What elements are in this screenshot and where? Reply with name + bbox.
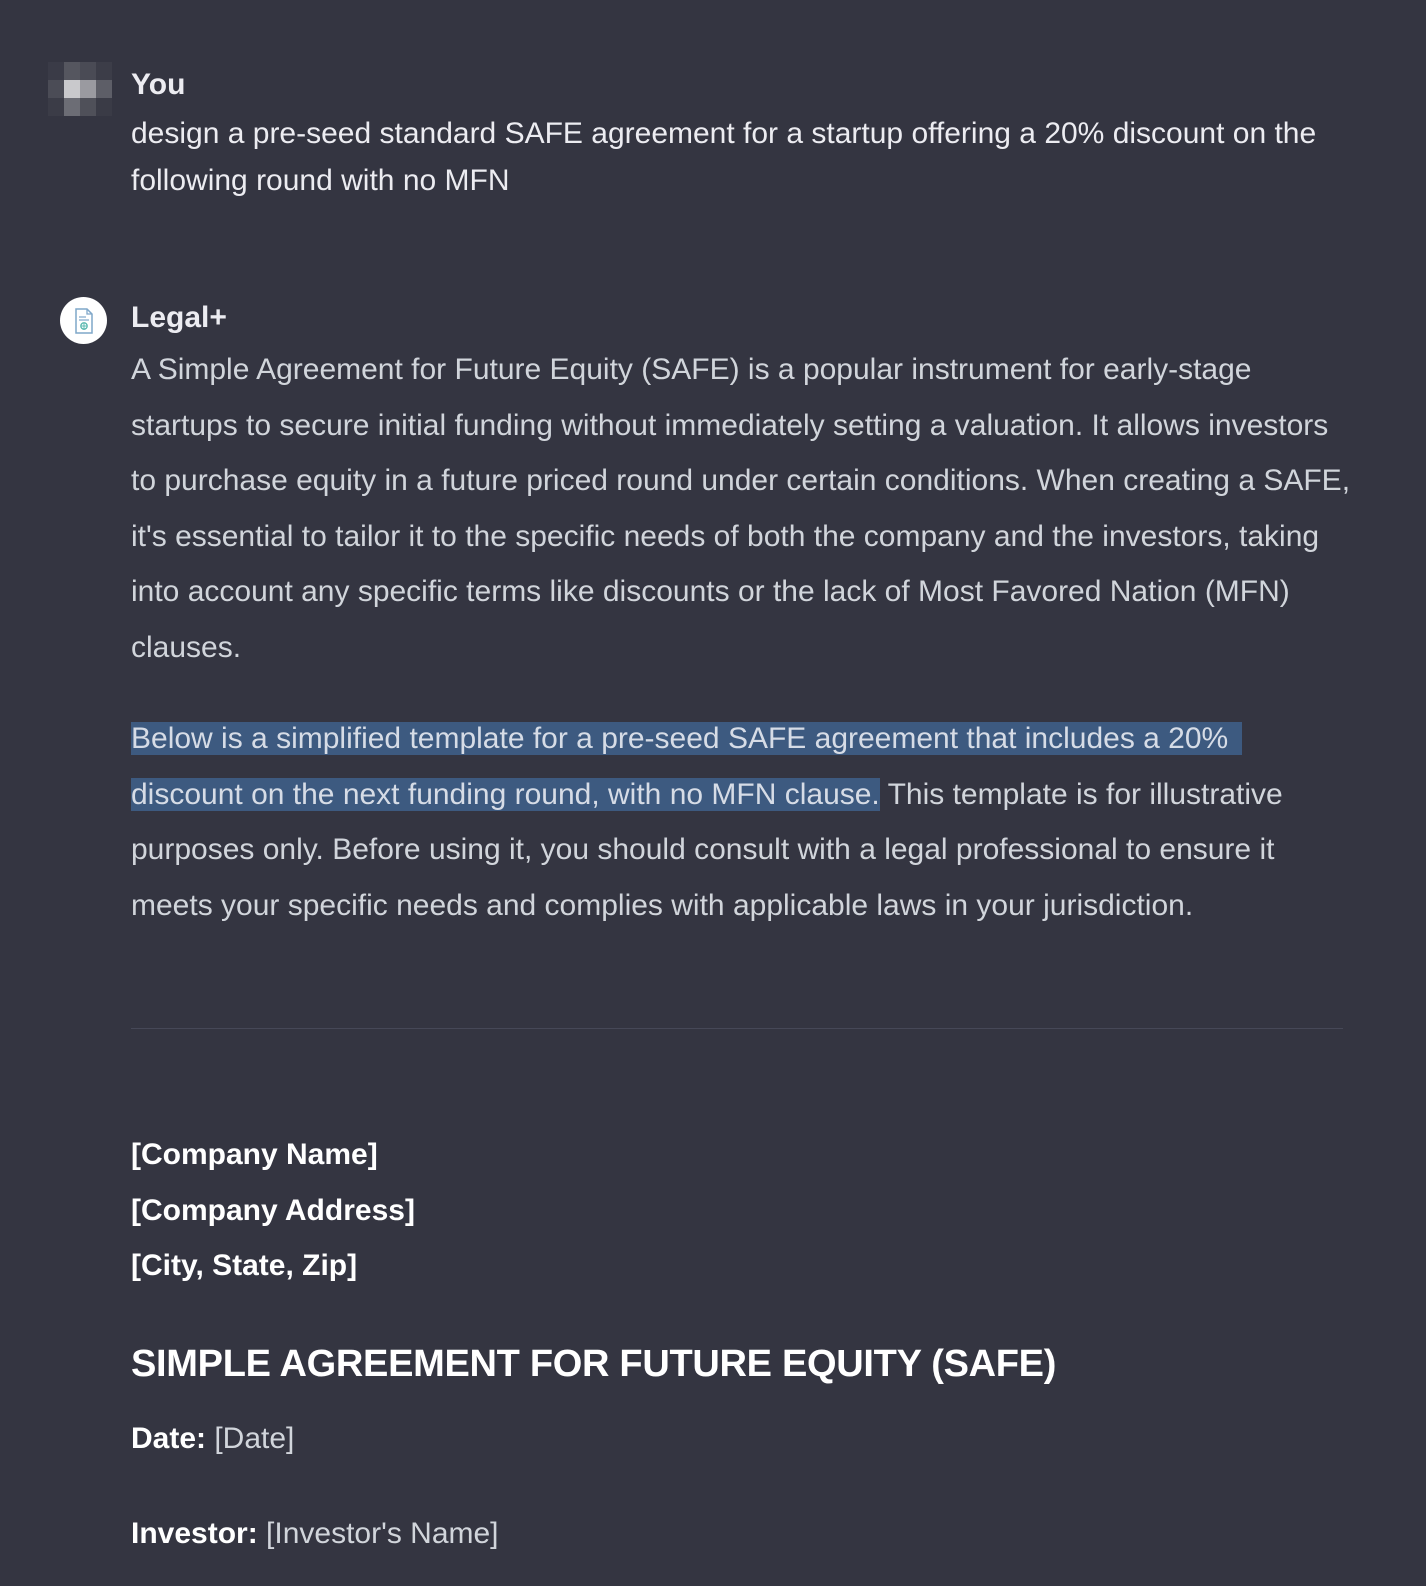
- date-value: [Date]: [206, 1422, 295, 1455]
- selected-text-line-2[interactable]: discount on the next funding round, with no MFN clause.: [131, 777, 880, 811]
- assistant-paragraph-intro: A Simple Agreement for Future Equity (SAFE) is a popular instrument for early-stage startups to secure initial funding without immediately setting a valuation. It allows investors to purchase equity in a future priced round under certain conditions. When creating a SAFE, it's essential to tailor it to the specific needs of both the company and the investors, taking into account any specific terms like discounts or the lack of Most Favored Nation (MFN) clauses.: [131, 353, 1351, 664]
- paragraph-remainder: This template is for illustrative purposes only. Before using it, you should consult with a legal professional to ensure it meets your specific needs and complies with applicable laws in your jurisdiction.: [131, 777, 1283, 922]
- legal-document-icon: [71, 307, 97, 335]
- assistant-avatar: [60, 297, 107, 344]
- date-label: Date:: [131, 1422, 207, 1455]
- company-address: [Company Address]: [131, 1193, 415, 1227]
- assistant-paragraph-template-note: [131, 711, 1353, 933]
- date-field: [131, 1419, 294, 1459]
- document-title: SIMPLE AGREEMENT FOR FUTURE EQUITY (SAFE): [131, 1343, 1057, 1385]
- assistant-sender-name: Legal+: [131, 301, 227, 334]
- user-avatar: [48, 62, 112, 116]
- horizontal-rule: [131, 1028, 1343, 1029]
- selected-text-line-1[interactable]: Below is a simplified template for a pre-seed SAFE agreement that includes a 20%: [131, 722, 1242, 755]
- assistant-message-body: [131, 342, 1353, 933]
- company-name: [Company Name]: [131, 1138, 378, 1171]
- investor-value: [Investor's Name]: [257, 1517, 499, 1550]
- investor-label: Investor:: [131, 1517, 258, 1550]
- city-state-zip: [City, State, Zip]: [131, 1249, 358, 1282]
- user-sender-name: You: [131, 68, 186, 101]
- investor-field: [131, 1514, 499, 1554]
- user-message-text: design a pre-seed standard SAFE agreement for a startup offering a 20% discount on the following round with no MFN: [131, 117, 1317, 197]
- company-address-block: [131, 1127, 415, 1294]
